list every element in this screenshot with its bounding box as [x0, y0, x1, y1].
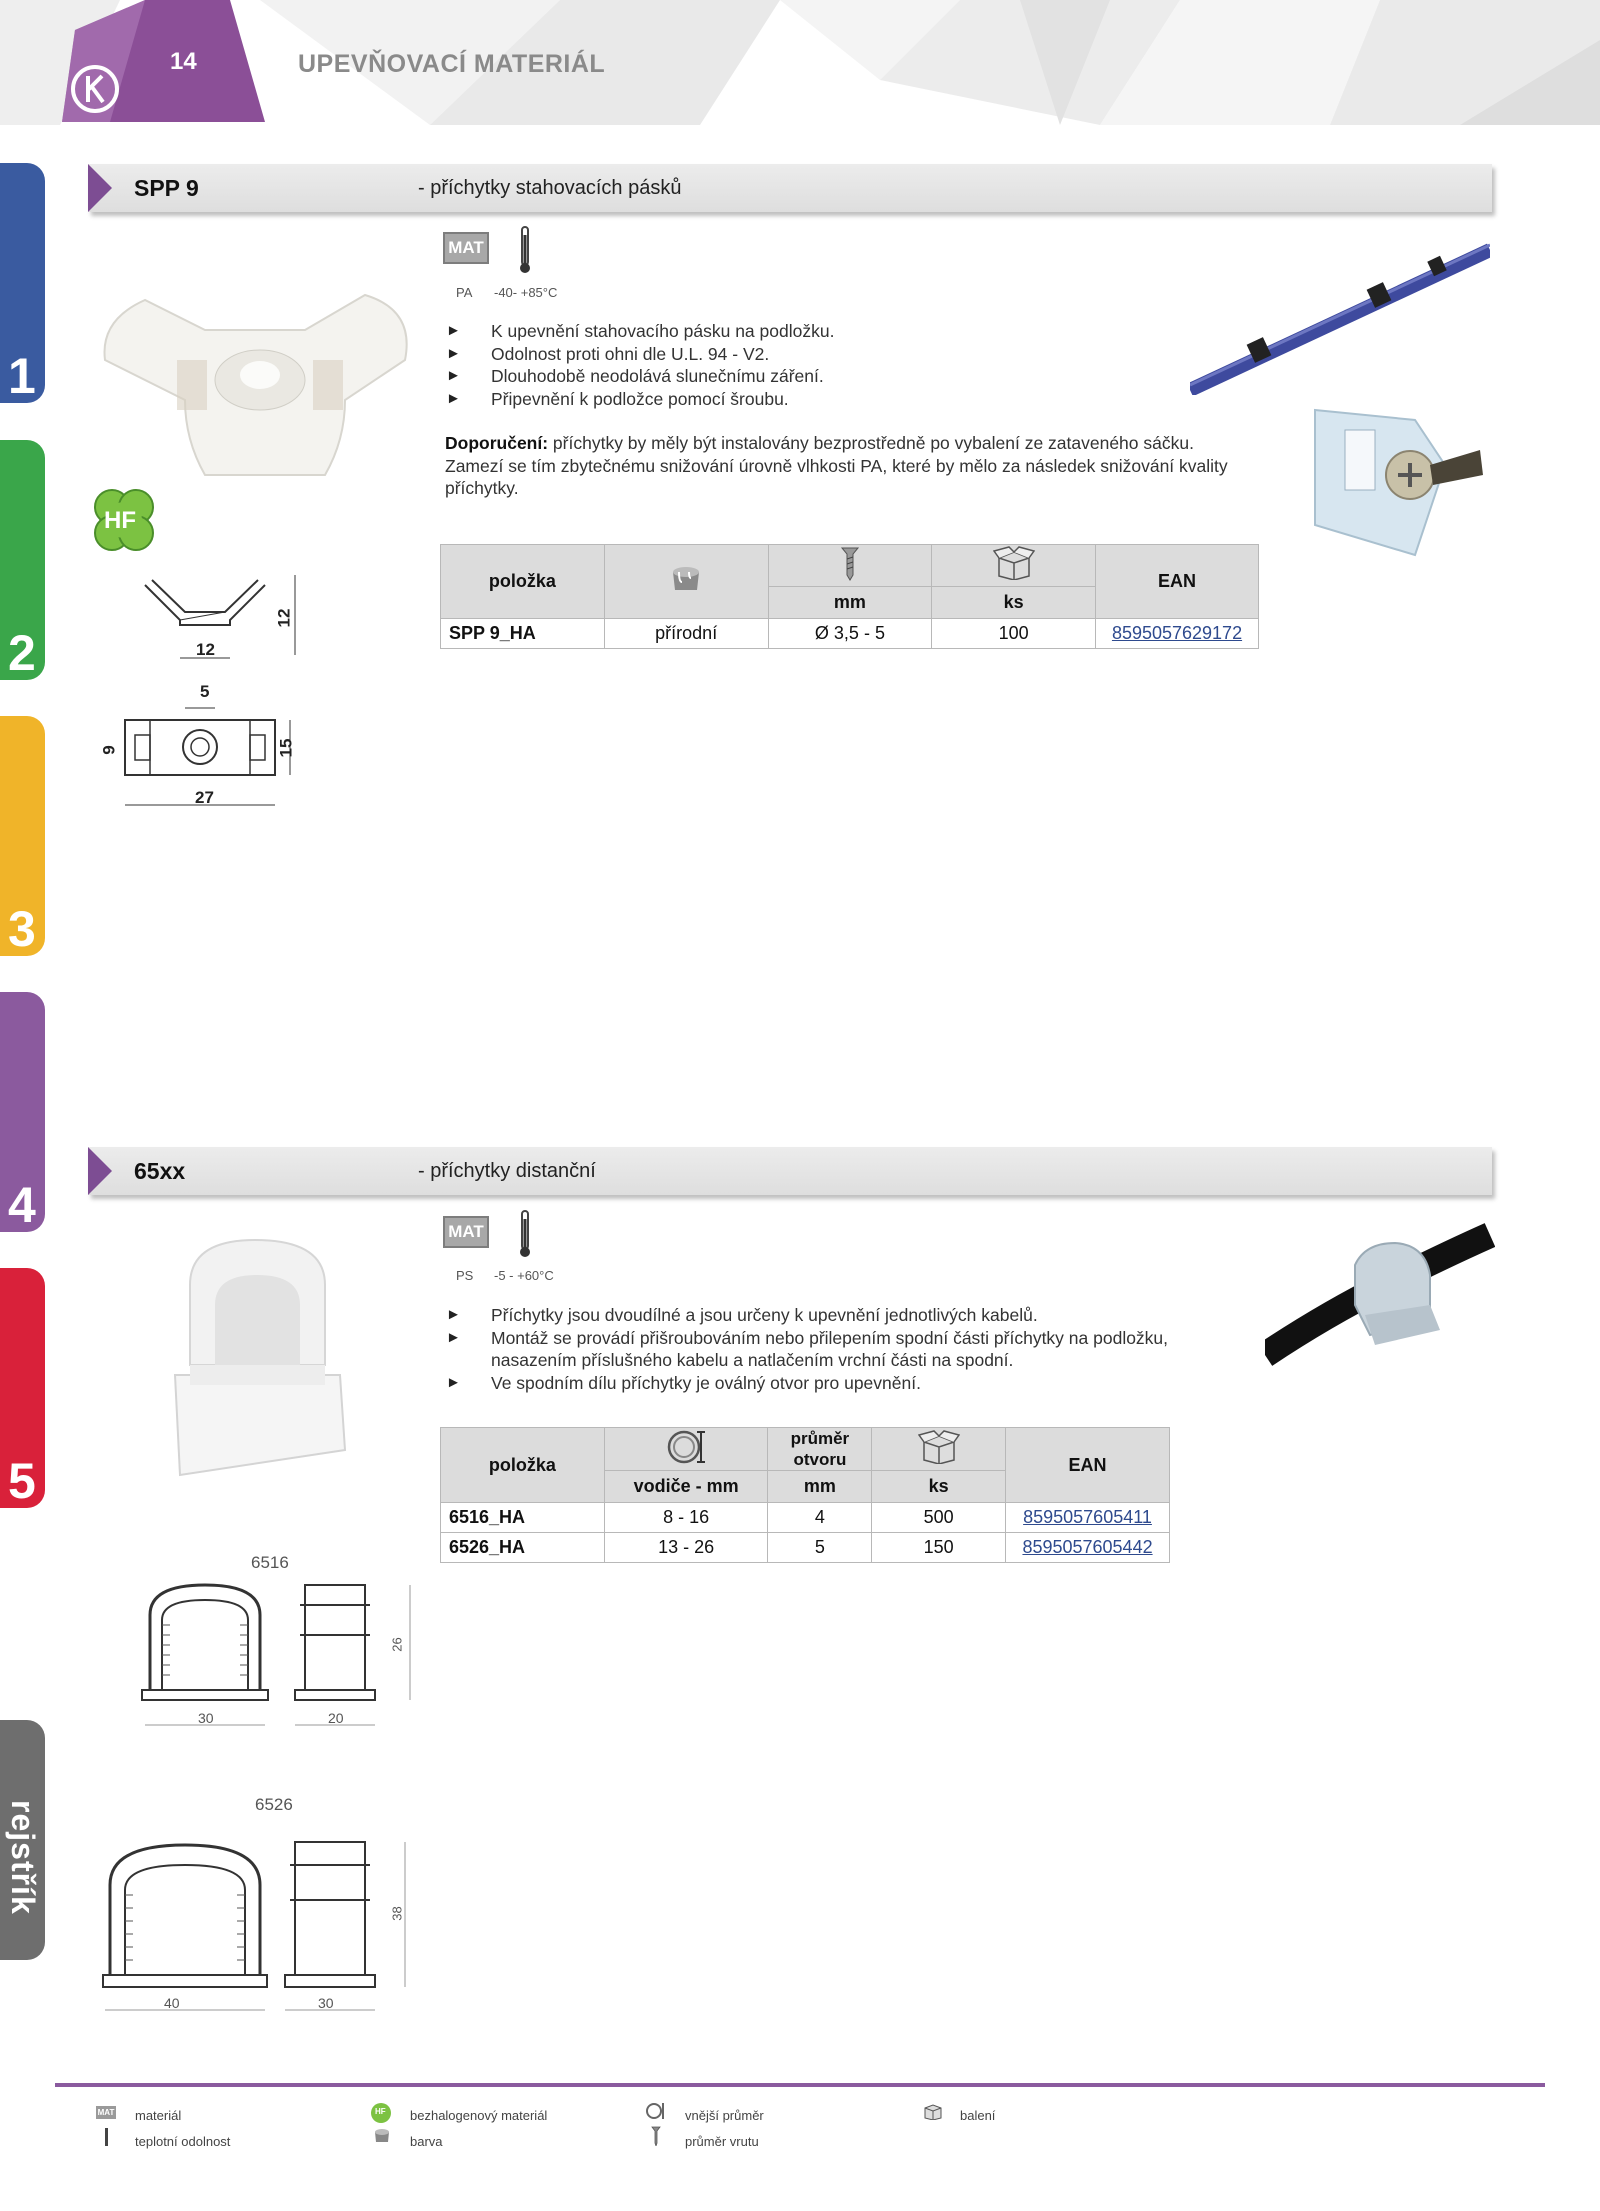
col-header-hole: průměr otvoru [768, 1428, 872, 1471]
material-value: PS [456, 1268, 474, 1283]
recommendation-label: Doporučení: [445, 433, 549, 453]
col-header-mm: mm [768, 1471, 872, 1503]
drawing-label-6516: 6516 [251, 1553, 289, 1572]
col-header-box-icon [872, 1428, 1006, 1471]
halogen-free-legend-icon [370, 2102, 392, 2124]
footer-divider [55, 2083, 1545, 2087]
list-item: ► Připevnění k podložce pomocí šroubu. [446, 388, 1246, 411]
page-title: UPEVŇOVACÍ MATERIÁL [298, 50, 606, 78]
packaging-legend-icon [922, 2102, 944, 2125]
cell-conductor: 13 - 26 [604, 1533, 768, 1563]
color-icon [669, 564, 703, 594]
thermometer-icon [518, 1209, 532, 1264]
col-header-color-icon [604, 545, 768, 619]
cell-item: 6516_HA [441, 1503, 605, 1533]
outer-diameter-icon [664, 1429, 708, 1465]
packaging-icon [918, 1430, 960, 1464]
col-header-ean: EAN [1006, 1428, 1170, 1503]
material-icon: MAT [443, 1216, 489, 1248]
drawing-label-6526: 6526 [255, 1795, 293, 1814]
side-tab-index-label: rejstřík [5, 1800, 41, 1915]
col-header-item: položka [441, 1428, 605, 1503]
col-header-conductor: vodiče - mm [604, 1471, 768, 1503]
side-tab-1[interactable] [0, 163, 45, 403]
page-number: 14 [170, 48, 197, 75]
temperature-legend-icon [105, 2128, 109, 2151]
cell-mm: 5 [768, 1533, 872, 1563]
ean-link[interactable]: 8595057605442 [1006, 1533, 1170, 1563]
list-item: ► Příchytky jsou dvoudílné a jsou určeny k upevnění jednotlivých kabelů. [446, 1304, 1246, 1327]
application-photo-cable [1190, 240, 1490, 400]
section-code: 65xx [134, 1158, 186, 1184]
section-arrow-icon [88, 1147, 112, 1195]
drawing-6516 [140, 1575, 430, 1740]
product-table-65xx [440, 1427, 1170, 1563]
dim-width: 30 [198, 1710, 214, 1726]
section-description: - příchytky stahovacích pásků [418, 177, 682, 199]
col-header-diameter-icon [604, 1428, 768, 1471]
side-tab-4[interactable] [0, 992, 45, 1232]
temperature-value: -40- +85°C [494, 285, 558, 300]
table-row [441, 1503, 1170, 1533]
section-bar-spp9 [88, 164, 1492, 212]
section-description: - příchytky distanční [418, 1160, 596, 1182]
list-item: ► K upevnění stahovacího pásku na podložku. [446, 320, 1246, 343]
application-photo-cable-clip [1265, 1205, 1495, 1375]
logo [70, 64, 120, 119]
legend-material: materiál [135, 2108, 182, 2123]
material-legend-icon: MAT [97, 2108, 115, 2117]
legend-screw-diameter: průměr vrutu [685, 2134, 759, 2149]
product-table-spp9 [440, 544, 1259, 649]
col-header-mm: mm [768, 587, 932, 619]
cell-diameter: Ø 3,5 - 5 [768, 619, 932, 649]
col-header-screw-icon [768, 545, 932, 587]
product-photo-65xx [160, 1235, 360, 1485]
material-value: PA [456, 285, 473, 300]
table-row [441, 619, 1259, 649]
packaging-icon [993, 546, 1035, 580]
halogen-free-badge [88, 485, 160, 557]
cell-item: 6526_HA [441, 1533, 605, 1563]
drawing-side-view [140, 570, 310, 675]
side-tab-label: 5 [8, 1453, 36, 1509]
dim-height: 26 [389, 1637, 405, 1652]
screw-icon [840, 545, 860, 581]
cell-mm: 4 [768, 1503, 872, 1533]
legend-temperature: teplotní odolnost [135, 2134, 231, 2149]
section-code: SPP 9 [134, 175, 199, 201]
drawing-6526 [100, 1830, 420, 2025]
recommendation [445, 432, 1245, 500]
material-icon: MAT [443, 232, 489, 264]
cell-conductor: 8 - 16 [604, 1503, 768, 1533]
dim-slot: 5 [200, 682, 210, 701]
list-item: ► Montáž se provádí přišroubováním nebo přilepením spodní části příchytky na podložku, nasazením příslušného kabelu a natlačením vrchní části na spodní. [446, 1327, 1246, 1372]
side-tab-3[interactable] [0, 716, 45, 956]
side-tab-label: 3 [8, 901, 36, 957]
list-item: ► Odolnost proti ohni dle U.L. 94 - V2. [446, 343, 1246, 366]
col-header-ks: ks [932, 587, 1096, 619]
dim-width-top: 12 [196, 640, 215, 659]
legend-halogen-free: bezhalogenový materiál [410, 2108, 548, 2123]
dim-height: 12 [274, 608, 294, 628]
cell-color: přírodní [604, 619, 768, 649]
table-row [441, 1533, 1170, 1563]
list-item: ► Ve spodním dílu příchytky je oválný otvor pro upevnění. [446, 1372, 1246, 1395]
side-tab-5[interactable] [0, 1268, 45, 1508]
ean-link[interactable]: 8595057605411 [1006, 1503, 1170, 1533]
application-photo-mounted [1305, 405, 1495, 570]
dim-width: 40 [164, 1995, 180, 2011]
side-tab-label: 1 [8, 348, 36, 404]
cell-ks: 100 [932, 619, 1096, 649]
col-header-ean: EAN [1096, 545, 1259, 619]
feature-list [446, 1304, 1246, 1394]
dim-side: 9 [99, 745, 119, 755]
col-header-ks: ks [872, 1471, 1006, 1503]
dim-depth: 15 [276, 738, 296, 758]
drawing-top-view [99, 680, 305, 825]
legend-packaging: balení [960, 2108, 996, 2123]
dim-depth: 30 [318, 1995, 334, 2011]
list-item: ► Dlouhodobě neodolává slunečnímu záření. [446, 365, 1246, 388]
col-header-item: položka [441, 545, 605, 619]
hf-text: HF [104, 507, 136, 534]
thermometer-icon [518, 225, 532, 280]
side-tab-label: 2 [8, 625, 36, 681]
dim-height: 38 [389, 1906, 405, 1921]
hf-legend-text: HF [375, 2107, 386, 2116]
col-header-box-icon [932, 545, 1096, 587]
cell-ks: 150 [872, 1533, 1006, 1563]
legend-outer-diameter: vnější průměr [685, 2108, 764, 2123]
feature-list [446, 320, 1246, 410]
product-photo-spp9 [95, 290, 415, 485]
ean-link[interactable]: 8595057629172 [1096, 619, 1259, 649]
legend-color: barva [410, 2134, 443, 2149]
dim-depth: 20 [328, 1710, 344, 1726]
section-bar-65xx [88, 1147, 1492, 1195]
cell-item: SPP 9_HA [441, 619, 605, 649]
header-background [0, 0, 1600, 125]
cell-ks: 500 [872, 1503, 1006, 1533]
dim-length: 27 [195, 788, 214, 807]
color-legend-icon [373, 2128, 391, 2148]
side-tab-label: 4 [8, 1177, 36, 1233]
side-tab-2[interactable] [0, 440, 45, 680]
section-arrow-icon [88, 164, 112, 212]
screw-legend-icon [651, 2126, 661, 2151]
outer-diameter-legend-icon [645, 2102, 665, 2125]
recommendation-text: příchytky by měly být instalovány bezprostředně po vybalení ze zataveného sáčku. Zamezí se tím zbytečnému snižování úrovně vlhkosti PA, které by mělo za následek snižování kvality příchytky. [445, 433, 1228, 498]
temperature-value: -5 - +60°C [494, 1268, 554, 1283]
